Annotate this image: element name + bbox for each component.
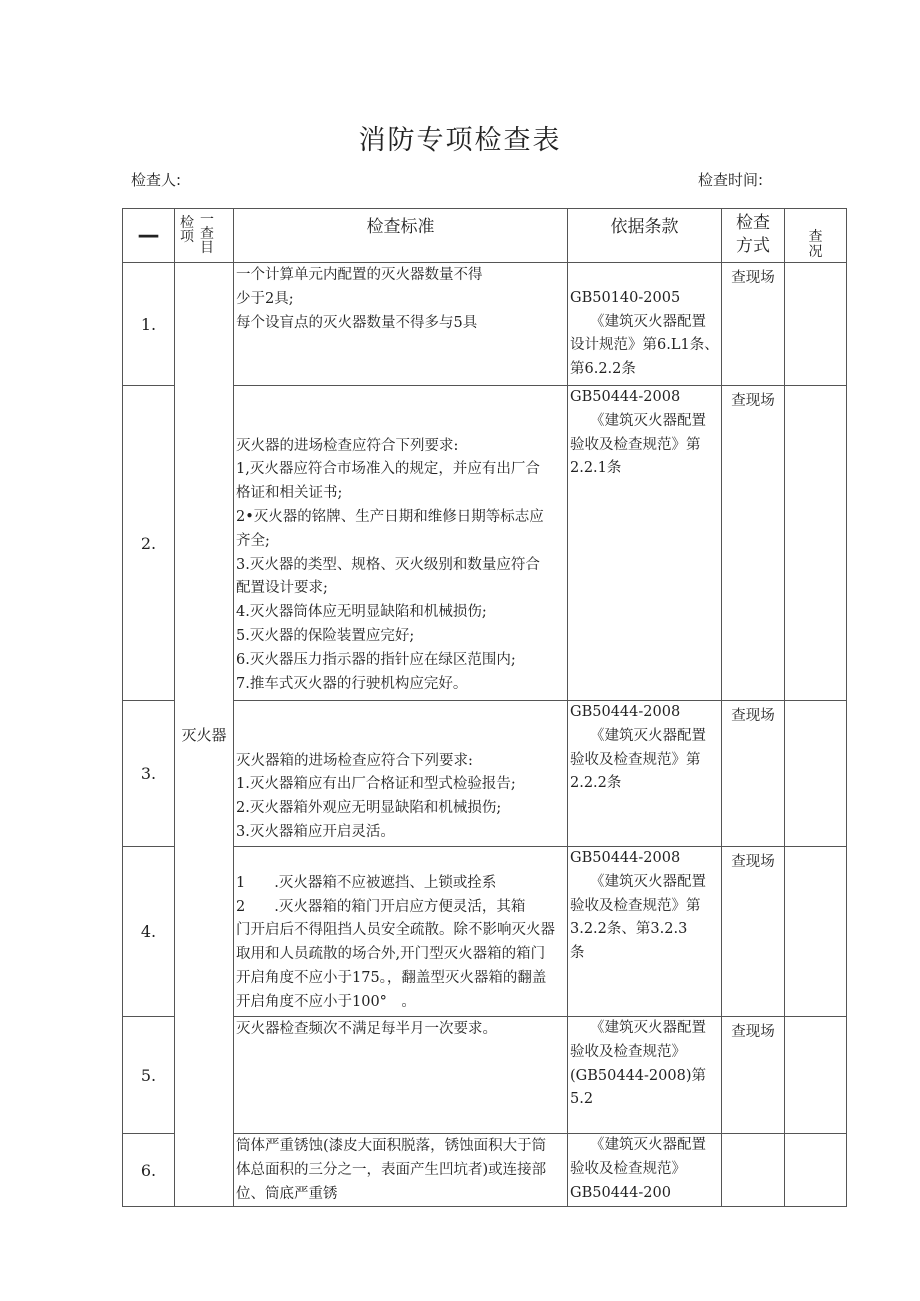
header-result <box>785 209 847 263</box>
standard-line: 门开启后不得阻挡人员安全疏散。除不影响灭火器 <box>236 922 555 939</box>
table-header-row <box>123 209 847 263</box>
basis-cell <box>568 386 722 701</box>
basis-line <box>570 263 719 287</box>
inspector-label: 检查人: <box>131 171 182 189</box>
row-number: 4. <box>123 847 175 1017</box>
basis-line: 验收及检查规范》第 <box>570 751 701 768</box>
standard-line: 2 .灭火器箱的箱门开启应方便灵活，其箱 <box>236 898 526 915</box>
standard-line: 6.灭火器压力指示器的指针应在绿区范围内; <box>236 651 516 668</box>
standard-line: 1.灭火器箱应有出厂合格证和型式检验报告; <box>236 776 516 793</box>
result-cell[interactable] <box>785 701 847 847</box>
basis-line: 《建筑灭火器配置 <box>590 727 706 744</box>
standard-line: 格证和相关证书; <box>236 485 343 502</box>
basis-line: 《建筑灭火器配置 <box>590 412 706 429</box>
standard-line: 灭火器检查频次不满足每半月一次要求。 <box>236 1021 497 1037</box>
method-cell: 查现场 <box>722 847 785 1017</box>
row-number: 2. <box>123 386 175 701</box>
basis-cell <box>568 701 722 847</box>
standard-line <box>236 848 565 872</box>
method-cell: 查现场 <box>722 1017 785 1134</box>
result-cell[interactable] <box>785 1134 847 1207</box>
standard-line: 少于2具; <box>236 290 294 307</box>
method-cell: 查现场 <box>722 263 785 386</box>
standard-line: 灭火器的进场检查应符合下列要求: <box>236 437 459 454</box>
standard-cell <box>234 847 568 1017</box>
header-standard: 检查标准 <box>234 209 568 263</box>
inspection-table <box>122 208 847 1207</box>
basis-cell <box>568 847 722 1017</box>
basis-line: GB50444-200 <box>570 1184 671 1201</box>
basis-line: 验收及检查规范》第 <box>570 436 701 453</box>
basis-line: 第6.2.2条 <box>570 361 636 378</box>
standard-line: 体总面积的三分之一，表面产生凹坑者)或连接部 <box>236 1161 547 1178</box>
basis-line: 2.2.2条 <box>570 775 622 792</box>
standard-line: 齐全; <box>236 532 270 549</box>
basis-line: 验收及检查规范》第 <box>570 897 701 914</box>
standard-line: 取用和人员疏散的场合外,开门型灭火器箱的箱门 <box>236 946 546 963</box>
standard-line: 每个设盲点的灭火器数量不得多与5具 <box>236 314 478 331</box>
basis-cell <box>568 1017 722 1134</box>
table-row <box>123 263 847 386</box>
header-method <box>722 209 785 263</box>
basis-line: 条 <box>570 945 585 962</box>
standard-line: 2.灭火器箱外观应无明显缺陷和机械损伤; <box>236 800 502 817</box>
basis-line: 《建筑灭火器配置 <box>590 313 706 330</box>
document-title: 消防专项检查表 <box>358 125 562 156</box>
result-cell[interactable] <box>785 847 847 1017</box>
result-cell[interactable] <box>785 1017 847 1134</box>
method-cell: 查现场 <box>722 386 785 701</box>
row-number: 1. <box>123 263 175 386</box>
standard-line: 一个计算单元内配置的灭火器数量不得 <box>236 267 483 283</box>
basis-line: 设计规范》第6.L1条、 <box>570 337 719 354</box>
basis-line: 验收及检查规范》 <box>570 1043 686 1060</box>
header-item-b: 一查目 <box>200 212 214 256</box>
basis-cell <box>568 1134 722 1207</box>
basis-line: 《建筑灭火器配置 <box>590 1020 706 1036</box>
inspection-time-label: 检查时间: <box>698 171 764 189</box>
basis-line: GB50140-2005 <box>570 289 681 306</box>
standard-cell <box>234 386 568 701</box>
row-number: 5. <box>123 1017 175 1134</box>
basis-cell <box>568 263 722 386</box>
basis-line: 《建筑灭火器配置 <box>590 873 706 890</box>
standard-line: 开启角度不应小于175。，翻盖型灭火器箱的翻盖 <box>236 969 547 986</box>
basis-line: 2.2.1条 <box>570 460 622 477</box>
standard-line <box>236 726 565 750</box>
basis-line: GB50444-2008 <box>570 389 681 405</box>
header-item <box>175 209 234 263</box>
basis-line: (GB50444-2008)第 <box>570 1067 706 1084</box>
header-basis: 依据条款 <box>568 209 722 263</box>
standard-cell <box>234 1017 568 1134</box>
standard-line: 开启角度不应小于100° 。 <box>236 993 416 1010</box>
standard-line: 筒体严重锈蚀(漆皮大面积脱落，锈蚀面积大于筒 <box>236 1138 547 1154</box>
standard-line: 1,灭火器应符合市场准入的规定，并应有出厂合 <box>236 461 540 478</box>
standard-line: 5.灭火器的保险装置应完好; <box>236 627 415 644</box>
method-cell: 查现场 <box>722 701 785 847</box>
standard-cell <box>234 701 568 847</box>
standard-line: 7.推车式灭火器的行驶机构应完好。 <box>236 675 468 692</box>
standard-cell <box>234 263 568 386</box>
standard-line: 2•灭火器的铭牌、生产日期和维修日期等标志应 <box>236 508 544 525</box>
result-cell[interactable] <box>785 263 847 386</box>
header-method-text: 检查方式 <box>736 213 770 256</box>
standard-line <box>236 702 565 726</box>
basis-line: 3.2.2条、第3.2.3 <box>570 921 688 938</box>
standard-line: 配置设计要求; <box>236 580 328 597</box>
basis-line: 《建筑灭火器配置 <box>590 1137 706 1153</box>
standard-line: 位、筒底严重锈 <box>236 1185 338 1202</box>
standard-line <box>236 411 565 435</box>
result-cell[interactable] <box>785 386 847 701</box>
standard-line <box>236 387 565 411</box>
standard-line: 1 .灭火器箱不应被遮挡、上锁或拴系 <box>236 874 497 891</box>
standard-cell <box>234 1134 568 1207</box>
item-group-cell: 灭火器 <box>175 263 234 1207</box>
basis-line: GB50444-2008 <box>570 704 681 720</box>
basis-line: 5.2 <box>570 1091 594 1108</box>
standard-line: 4.灭火器筒体应无明显缺陷和机械损伤; <box>236 604 487 621</box>
header-number: — <box>123 209 175 263</box>
row-number: 6. <box>123 1134 175 1207</box>
header-result-text: 查况 <box>808 229 823 260</box>
method-cell <box>722 1134 785 1207</box>
standard-line: 灭火器箱的进场检查应符合下列要求: <box>236 752 473 769</box>
row-number: 3. <box>123 701 175 847</box>
basis-line: GB50444-2008 <box>570 850 681 866</box>
standard-line: 3.灭火器箱应开启灵活。 <box>236 823 395 840</box>
header-item-a: 检项 <box>180 215 194 245</box>
basis-line: 验收及检查规范》 <box>570 1160 686 1177</box>
standard-line: 3.灭火器的类型、规格、灭火级别和数量应符合 <box>236 556 540 573</box>
